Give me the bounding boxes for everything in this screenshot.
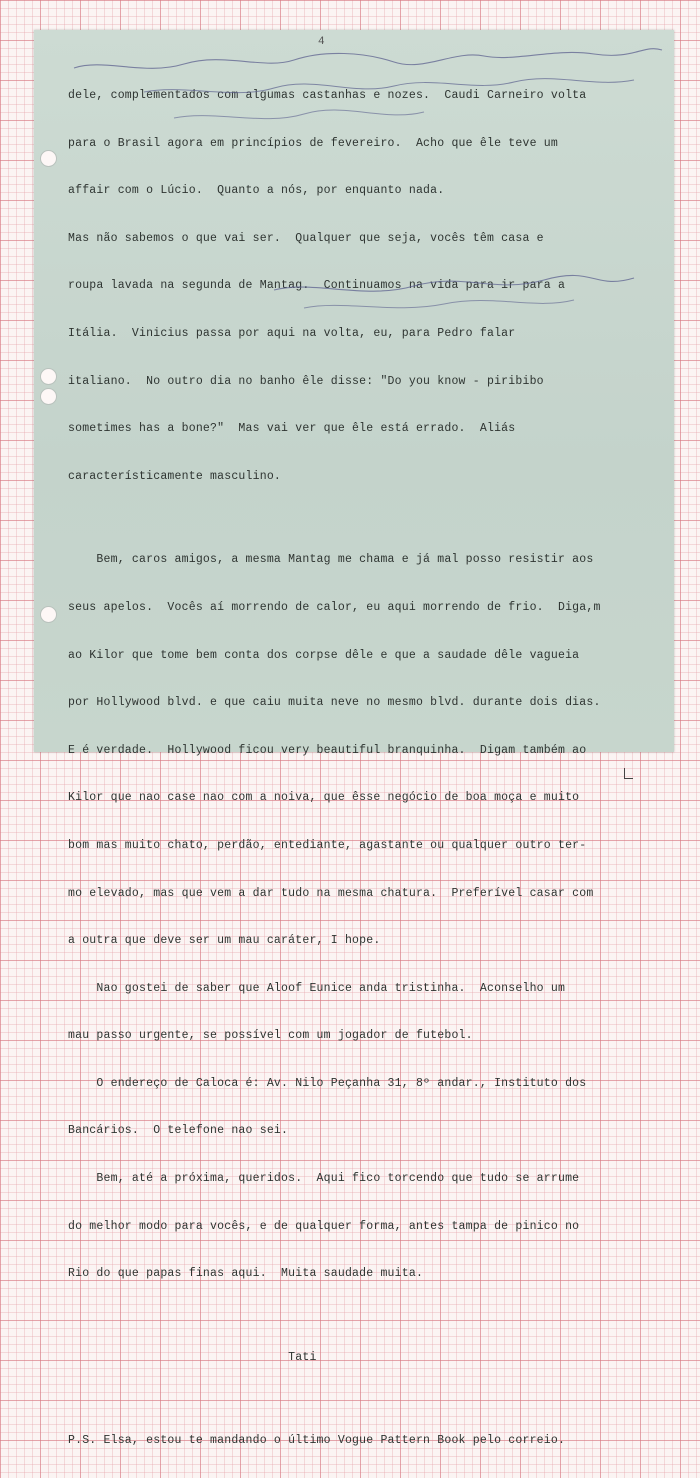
letter-body xyxy=(68,59,658,1478)
postscript-line: P.S. Elsa, estou te mandando o último Vogue Pattern Book pelo correio. xyxy=(68,1434,566,1448)
signature-line: Tati xyxy=(68,1350,317,1364)
punch-hole xyxy=(40,388,57,405)
text-line: ao Kilor que tome bem conta dos corpse dêle e que a saudade dêle vagueia xyxy=(68,648,580,662)
text-line: Bem, caros amigos, a mesma Mantag me chama e já mal posso resistir aos xyxy=(68,553,594,567)
text-line: para o Brasil agora em princípios de fevereiro. Acho que êle teve um xyxy=(68,136,558,150)
corner-mark xyxy=(624,768,633,779)
text-line: sometimes has a bone?" Mas vai ver que êle está errado. Aliás xyxy=(68,422,516,436)
text-line xyxy=(68,1394,658,1404)
text-line: E é verdade. Hollywood ficou very beautiful branquinha. Digam também ao xyxy=(68,743,587,757)
text-line: mo elevado, mas que vem a dar tudo na mesma chatura. Preferível casar com xyxy=(68,886,594,900)
text-line: característicamente masculino. xyxy=(68,469,282,483)
text-line: Kilor que nao case nao com a noiva, que êsse negócio de boa moça e muito xyxy=(68,791,580,805)
text-line: O endereço de Caloca é: Av. Nilo Peçanha 31, 8º andar., Instituto dos xyxy=(68,1076,587,1090)
text-line: por Hollywood blvd. e que caiu muita neve no mesmo blvd. durante dois dias. xyxy=(68,696,601,710)
punch-hole xyxy=(40,150,57,167)
text-line: dele, complementados com algumas castanhas e nozes. Caudi Carneiro volta xyxy=(68,89,587,102)
text-line: mau passo urgente, se possível com um jogador de futebol. xyxy=(68,1029,473,1043)
text-line: seus apelos. Vocês aí morrendo de calor, eu aqui morrendo de frio. Diga,m xyxy=(68,600,601,614)
text-line xyxy=(68,513,658,523)
text-line: Rio do que papas finas aqui. Muita saudade muita. xyxy=(68,1267,424,1281)
text-line: italiano. No outro dia no banho êle disse: "Do you know - piribibo xyxy=(68,374,544,388)
text-line: roupa lavada na segunda de Mantag. Continuamos na vida para ir para a xyxy=(68,279,566,293)
text-line: bom mas muito chato, perdão, entediante, agastante ou qualquer outro ter- xyxy=(68,838,587,852)
punch-hole xyxy=(40,606,57,623)
text-line: Nao gostei de saber que Aloof Eunice anda tristinha. Aconselho um xyxy=(68,981,566,995)
text-line: a outra que deve ser um mau caráter, I hope. xyxy=(68,934,381,948)
page-number: 4 xyxy=(318,36,325,48)
text-line: Mas não sabemos o que vai ser. Qualquer que seja, vocês têm casa e xyxy=(68,231,544,245)
text-line: do melhor modo para vocês, e de qualquer forma, antes tampa de pinico no xyxy=(68,1219,580,1233)
text-line: Bem, até a próxima, queridos. Aqui fico torcendo que tudo se arrume xyxy=(68,1172,580,1186)
text-line: Itália. Vinicius passa por aqui na volta, eu, para Pedro falar xyxy=(68,326,516,340)
text-line: Bancários. O telefone nao sei. xyxy=(68,1124,289,1138)
letter-sheet xyxy=(34,30,674,1448)
text-line: affair com o Lúcio. Quanto a nós, por enquanto nada. xyxy=(68,184,445,198)
punch-hole xyxy=(40,368,57,385)
text-line xyxy=(68,1311,658,1321)
